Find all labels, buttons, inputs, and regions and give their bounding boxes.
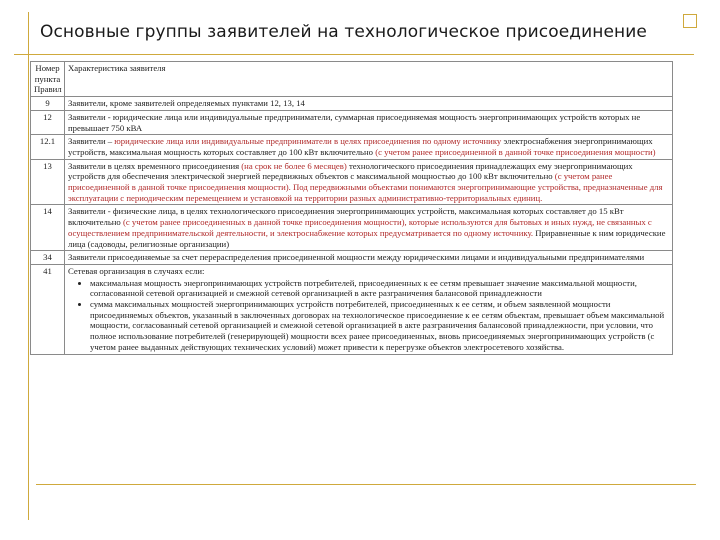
body-text: Заявители - физические лица, в целях технологического присоединения энергопринимающих устройств, максимальная которых составляет до 15 кВт включительно <box>68 206 624 228</box>
body-text: Заявители - юридические лица или индивидуальные предприниматели, суммарная присоединяемая мощность энергопринимающих устройств которых не превышает 750 кВА <box>68 111 641 133</box>
slide-title: Основные группы заявителей на технологическое присоединение <box>40 22 647 42</box>
table-row <box>31 135 673 159</box>
applicant-description-cell <box>65 159 673 205</box>
body-text: электроснабжения энергопринимающих устройств, максимальная мощность которых составляет до 100 кВт включительно <box>68 136 653 157</box>
table-row <box>31 110 673 134</box>
decorative-vertical-line <box>28 12 29 520</box>
table-row <box>31 251 673 265</box>
body-text: Приравненные к ним юридические лица (садоводы, религиозные организации) <box>68 227 666 249</box>
decorative-bottom-line <box>36 484 696 485</box>
body-text: Заявители – <box>68 136 115 147</box>
body-text: Заявители, кроме заявителей определяемых пунктами 12, 13, 14 <box>68 98 305 109</box>
rule-number-cell: 13 <box>31 159 65 205</box>
table-row <box>31 97 673 111</box>
rule-number-cell: 12.1 <box>31 135 65 159</box>
applicant-description-cell <box>65 205 673 251</box>
highlighted-text: (на срок не более 6 месяцев) <box>241 160 347 171</box>
applicant-description-cell <box>65 251 673 265</box>
condition-list <box>68 278 669 353</box>
applicants-table <box>30 61 673 355</box>
list-item: • сумма максимальных мощностей энергопринимающих устройств потребителей, присоединенных к ее сетям, и объем заявленной мощности присоединяемых объектов, указанный в заключенных договорах на технологическое присоединение к ее сетям объектам, превышает объем максимальной мощности, согласованный сетевой организацией и смежной сетевой организацией в акте разграничения балансовой принадлежности, при условии, что полное использование потребителей (генерирующей) мощности всех ранее присоединенных, вновь присоединяемых энергопринимающих устройств (с учетом ранее выданных действующих технических условий) может привести к перегрузке объектов электросетевого хозяйства. <box>90 299 669 353</box>
table-row <box>31 205 673 251</box>
rule-number-cell: 12 <box>31 110 65 134</box>
table-header-row <box>31 62 673 97</box>
table-row <box>31 159 673 205</box>
header-desc-cell: Характеристика заявителя <box>65 62 673 97</box>
highlighted-text: (с учетом ранее присоединенной в данной точке присоединения мощности) <box>375 146 656 157</box>
body-text: Заявители в целях временного присоединения <box>68 160 242 171</box>
highlighted-text: (с учетом ранее присоединенной в данной точке присоединения мощности). Под передвижными объектами понимаются энергопринимающие устройства, предназначенные для эксплуатации с периодическим перемещением и установкой на территории разных административно-территориальных единиц. <box>68 171 663 203</box>
applicant-description-cell <box>65 97 673 111</box>
decorative-top-line <box>14 54 694 55</box>
highlighted-text: юридические лица или индивидуальные предприниматели в целях присоединения по одному источнику <box>114 136 502 147</box>
highlighted-text: (с учетом ранее присоединенных в данной точке присоединения мощности), которые используются для бытовых и иных нужд, не связанных с осуществлением предпринимательской деятельности, и электроснабжение которых предусматривается по одному источнику. <box>68 217 652 238</box>
rule-number-cell: 9 <box>31 97 65 111</box>
applicant-description-cell <box>65 135 673 159</box>
body-text: Заявители присоединяемые за счет перераспределения присоединенной мощности между юридическими лицами и индивидуальными предпринимателями <box>68 252 645 263</box>
applicant-description-cell <box>65 264 673 354</box>
applicant-description-cell <box>65 110 673 134</box>
body-text: технологического присоединения принадлежащих ему энергопринимающих устройств для обеспечения электрической энергией передвижных объектов с максимальной мощностью до 100 кВт включительно <box>68 160 633 182</box>
list-item: • максимальная мощность энергопринимающих устройств потребителей, присоединенных к ее сетям превышает значение максимальной мощности, согласованной сетевой организацией и смежной сетевой организацией в акте разграничения балансовой принадлежности <box>90 278 669 299</box>
rule-number-cell: 14 <box>31 205 65 251</box>
rule-number-cell: 34 <box>31 251 65 265</box>
rule-number-cell: 41 <box>31 264 65 354</box>
header-num-cell: Номер пункта Правил <box>31 62 65 97</box>
table-row <box>31 264 673 354</box>
list-intro-text: Сетевая организация в случаях если: <box>68 265 205 276</box>
